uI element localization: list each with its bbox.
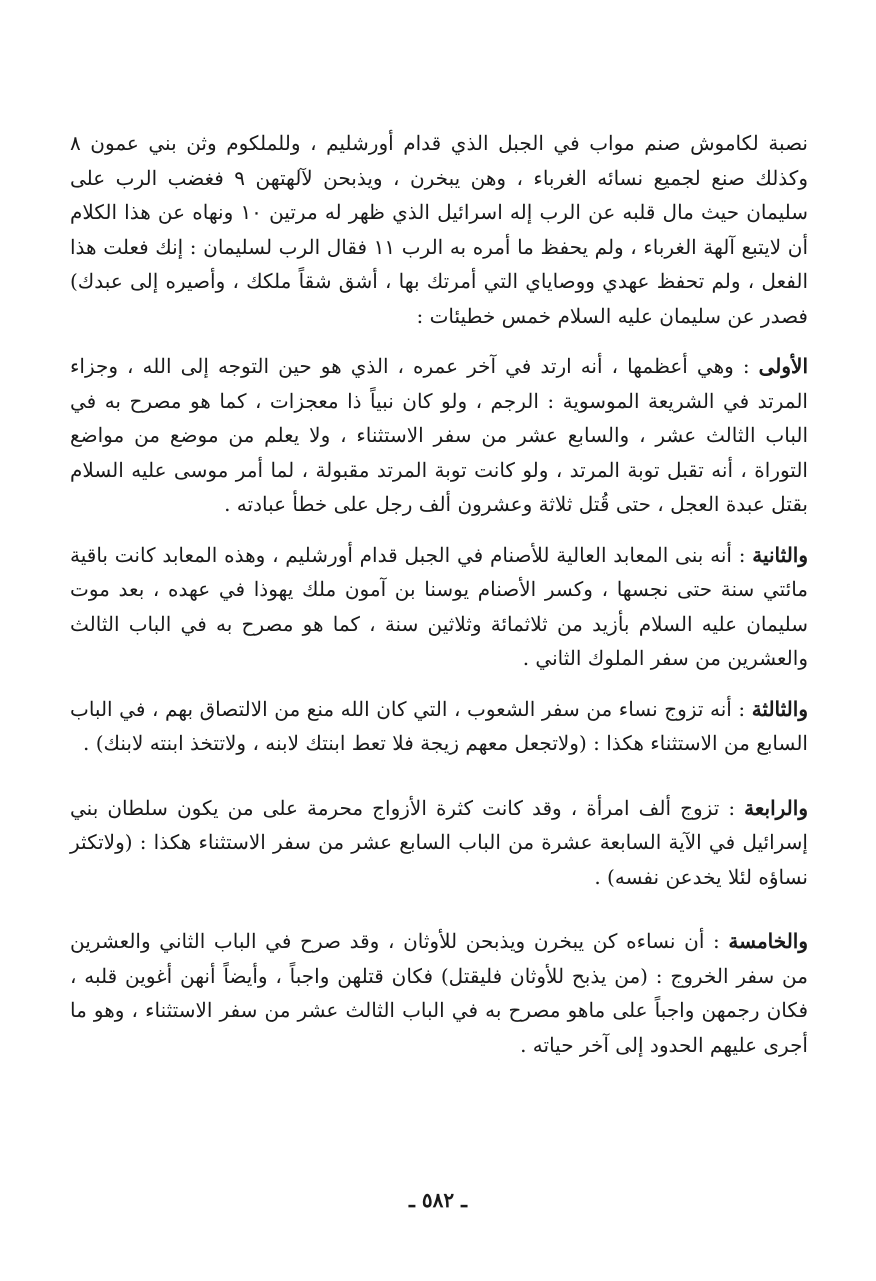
paragraph-lead: والرابعة xyxy=(744,795,808,820)
paragraph-lead: الأولى xyxy=(758,354,808,378)
paragraph-text: : وهي أعظمها ، أنه ارتد في آخر عمره ، الذي هو حين التوجه إلى الله ، وجزاء المرتد في الشريعة الموسوية : الرجم ، ولو كان نبياً ذا معجزات ، كما هو مصرح به في الباب الثالث عشر ، والسابع عشر من سفر الاستثناء ، ولا يعلم من موضع من مواضع التوراة ، أنه تقبل توبة المرتد ، ولو كانت توبة المرتد مقبولة ، لما أمر موسى عليه السلام بقتل عبدة العجل ، حتى قُتل ثلاثة وعشرون ألف رجل على خطأ عبادته . xyxy=(70,354,808,516)
paragraph-text: : أن نساءه كن يبخرن ويذبحن للأوثان ، وقد صرح في الباب الثاني والعشرين من سفر الخروج : (من يذبح للأوثان فليقتل) فكان قتلهن واجباً ، وأيضاً أنهن أغوين قلبه ، فكان رجمهن واجباً على ماهو مصرح به في الباب الثالث عشر من سفر الاستثناء ، وهو ما أجرى عليهم الحدود إلى آخر حياته . xyxy=(70,929,808,1057)
paragraph-first xyxy=(70,349,808,522)
paragraph-second xyxy=(70,538,808,676)
paragraph-third xyxy=(70,692,808,761)
paragraph-text: : أنه بنى المعابد العالية للأصنام في الجبل قدام أورشليم ، وهذه المعابد كانت باقية مائتي سنة حتى نجسها ، وكسر الأصنام يوسنا بن آمون ملك يهوذا في عهده ، بعد موت سليمان عليه السلام بأزيد من ثلاثمائة وثلاثين سنة ، كما هو مصرح به في الباب الثالث والعشرين من سفر الملوك الثاني . xyxy=(70,542,808,670)
paragraph-fifth xyxy=(70,924,808,1062)
paragraph-lead: والخامسة xyxy=(728,929,808,953)
paragraph-text: : أنه تزوج نساء من سفر الشعوب ، التي كان الله منع من الالتصاق بهم ، في الباب السابع من الاستثناء هكذا : (ولاتجعل معهم زيجة فلا تعط ابنتك لابنه ، ولاتتخذ ابنته لابنك) . xyxy=(70,696,808,755)
intro-paragraph: نصبة لكاموش صنم مواب في الجبل الذي قدام أورشليم ، وللملكوم وثن بني عمون ٨ وكذلك صنع لجميع نسائه الغرباء ، وهن يبخرن ، ويذبحن لآلهتهن ٩ فغضب الرب على سليمان حيث مال قلبه عن الرب إله اسرائيل الذي ظهر له مرتين ١٠ ونهاه عن هذا الكلام أن لايتبع آلهة الغرباء ، ولم يحفظ ما أمره به الرب ١١ فقال الرب لسليمان : إنك فعلت هذا الفعل ، ولم تحفظ عهدي ووصاياي التي أمرتك بها ، أشق شقاً ملكك ، وأصيره إلى عبدك) فصدر عن سليمان عليه السلام خمس خطيئات : xyxy=(70,131,809,328)
paragraph-text: : تزوج ألف امرأة ، وقد كانت كثرة الأزواج محرمة على من يكون سلطان بني إسرائيل في الآية السابعة عشرة من الباب السابع عشر من سفر الاستثناء هكذا : (ولاتكثر نساؤه لئلا يخدعن نفسه) . xyxy=(70,795,808,889)
paragraph-lead: والثالثة xyxy=(751,696,808,721)
paragraph-fourth xyxy=(70,791,808,895)
page-number: ـ ٥٨٢ ـ xyxy=(409,1188,467,1212)
paragraph-lead: والثانية xyxy=(752,542,808,567)
